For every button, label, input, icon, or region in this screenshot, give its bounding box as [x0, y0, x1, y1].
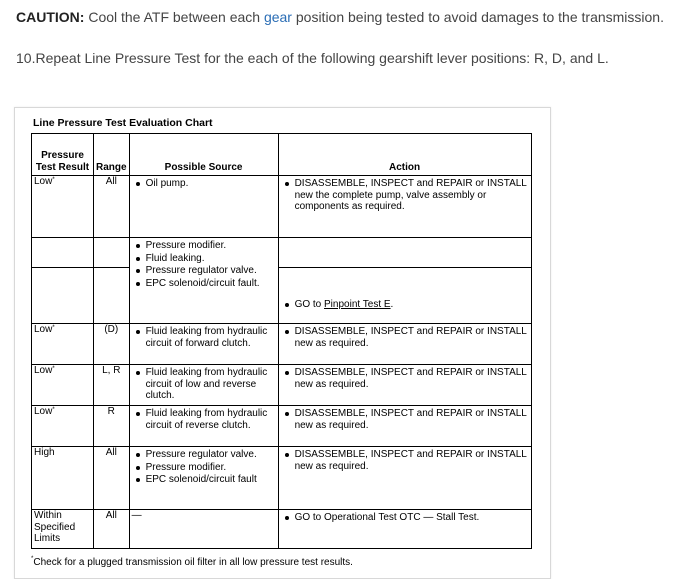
- list-item: EPC solenoid/circuit fault.: [146, 278, 276, 290]
- result-cell: Low*: [32, 406, 94, 447]
- header-action: Action: [278, 134, 531, 176]
- chart-title: Line Pressure Test Evaluation Chart: [33, 117, 213, 129]
- action-cell: [278, 176, 531, 238]
- list-item: DISASSEMBLE, INSPECT and REPAIR or INSTALL new as required.: [295, 408, 529, 431]
- table-row: [32, 268, 532, 324]
- caution-text-before: Cool the ATF between each: [84, 9, 264, 25]
- source-cell: [129, 176, 278, 238]
- caution-label: CAUTION:: [16, 9, 85, 25]
- chart-header-row: [32, 134, 532, 176]
- source-cell: [129, 324, 278, 365]
- result-cell: High: [32, 447, 94, 510]
- list-item: Fluid leaking from hydraulic circuit of forward clutch.: [146, 326, 276, 349]
- table-row: [32, 510, 532, 549]
- list-item: DISASSEMBLE, INSPECT and REPAIR or INSTALL new the complete pump, valve assembly or components as required.: [295, 178, 529, 213]
- list-item: Pressure modifier.: [146, 240, 276, 252]
- result-cell: Low*: [32, 365, 94, 406]
- step-10-text: 10.Repeat Line Pressure Test for the each of the following gearshift lever positions: R, D, and L.: [16, 50, 609, 66]
- range-cell: All: [94, 510, 130, 549]
- source-cell: —: [129, 510, 278, 549]
- table-row: [32, 406, 532, 447]
- action-cell: [278, 324, 531, 365]
- list-item: EPC solenoid/circuit fault: [146, 474, 276, 486]
- range-cell: (D): [94, 324, 130, 365]
- chart-footnote: *Check for a plugged transmission oil filter in all low pressure test results.: [31, 556, 353, 568]
- list-item: DISASSEMBLE, INSPECT and REPAIR or INSTALL new as required.: [295, 449, 529, 472]
- action-cell: [278, 365, 531, 406]
- range-cell: L, R: [94, 365, 130, 406]
- range-cell: All: [94, 176, 130, 238]
- range-cell: R: [94, 406, 130, 447]
- pinpoint-test-e-link[interactable]: Pinpoint Test E: [324, 298, 391, 310]
- source-cell: [129, 406, 278, 447]
- action-cell: [278, 447, 531, 510]
- action-cell: [278, 268, 531, 324]
- list-item: Pressure modifier.: [146, 462, 276, 474]
- list-item: DISASSEMBLE, INSPECT and REPAIR or INSTALL new as required.: [295, 326, 529, 349]
- table-row: [32, 447, 532, 510]
- list-item: Pressure regulator valve.: [146, 265, 276, 277]
- action-cell: [278, 238, 531, 268]
- result-cell: Low*: [32, 176, 94, 238]
- result-cell: [32, 268, 94, 324]
- gear-link[interactable]: gear: [263, 9, 292, 25]
- source-cell: [129, 447, 278, 510]
- table-row: [32, 176, 532, 238]
- range-cell: [94, 238, 130, 268]
- list-item: Fluid leaking from hydraulic circuit of low and reverse clutch.: [146, 367, 276, 402]
- list-item: Fluid leaking.: [146, 253, 276, 265]
- table-row: [32, 365, 532, 406]
- list-item: GO to Operational Test OTC — Stall Test.: [295, 512, 529, 524]
- range-cell: All: [94, 447, 130, 510]
- line-pressure-chart: [31, 133, 532, 549]
- header-result: Pressure Test Result: [32, 134, 94, 176]
- action-cell: [278, 406, 531, 447]
- list-item: Pressure regulator valve.: [146, 449, 276, 461]
- list-item: Oil pump.: [146, 178, 276, 190]
- range-cell: [94, 268, 130, 324]
- list-item: DISASSEMBLE, INSPECT and REPAIR or INSTALL new as required.: [295, 367, 529, 390]
- header-source: Possible Source: [129, 134, 278, 176]
- list-item: Fluid leaking from hydraulic circuit of reverse clutch.: [146, 408, 276, 431]
- source-cell: [129, 365, 278, 406]
- result-cell: Low*: [32, 324, 94, 365]
- table-row: [32, 324, 532, 365]
- caution-text-after: position being tested to avoid damages to the transmission.: [291, 9, 664, 25]
- result-cell: [32, 238, 94, 268]
- action-cell: [278, 510, 531, 549]
- source-cell: [129, 238, 278, 324]
- caution-note: [16, 8, 686, 26]
- header-range: Range: [94, 134, 130, 176]
- list-item: GO to Pinpoint Test E.: [295, 299, 529, 311]
- result-cell: Within Specified Limits: [32, 510, 94, 549]
- table-row: [32, 238, 532, 268]
